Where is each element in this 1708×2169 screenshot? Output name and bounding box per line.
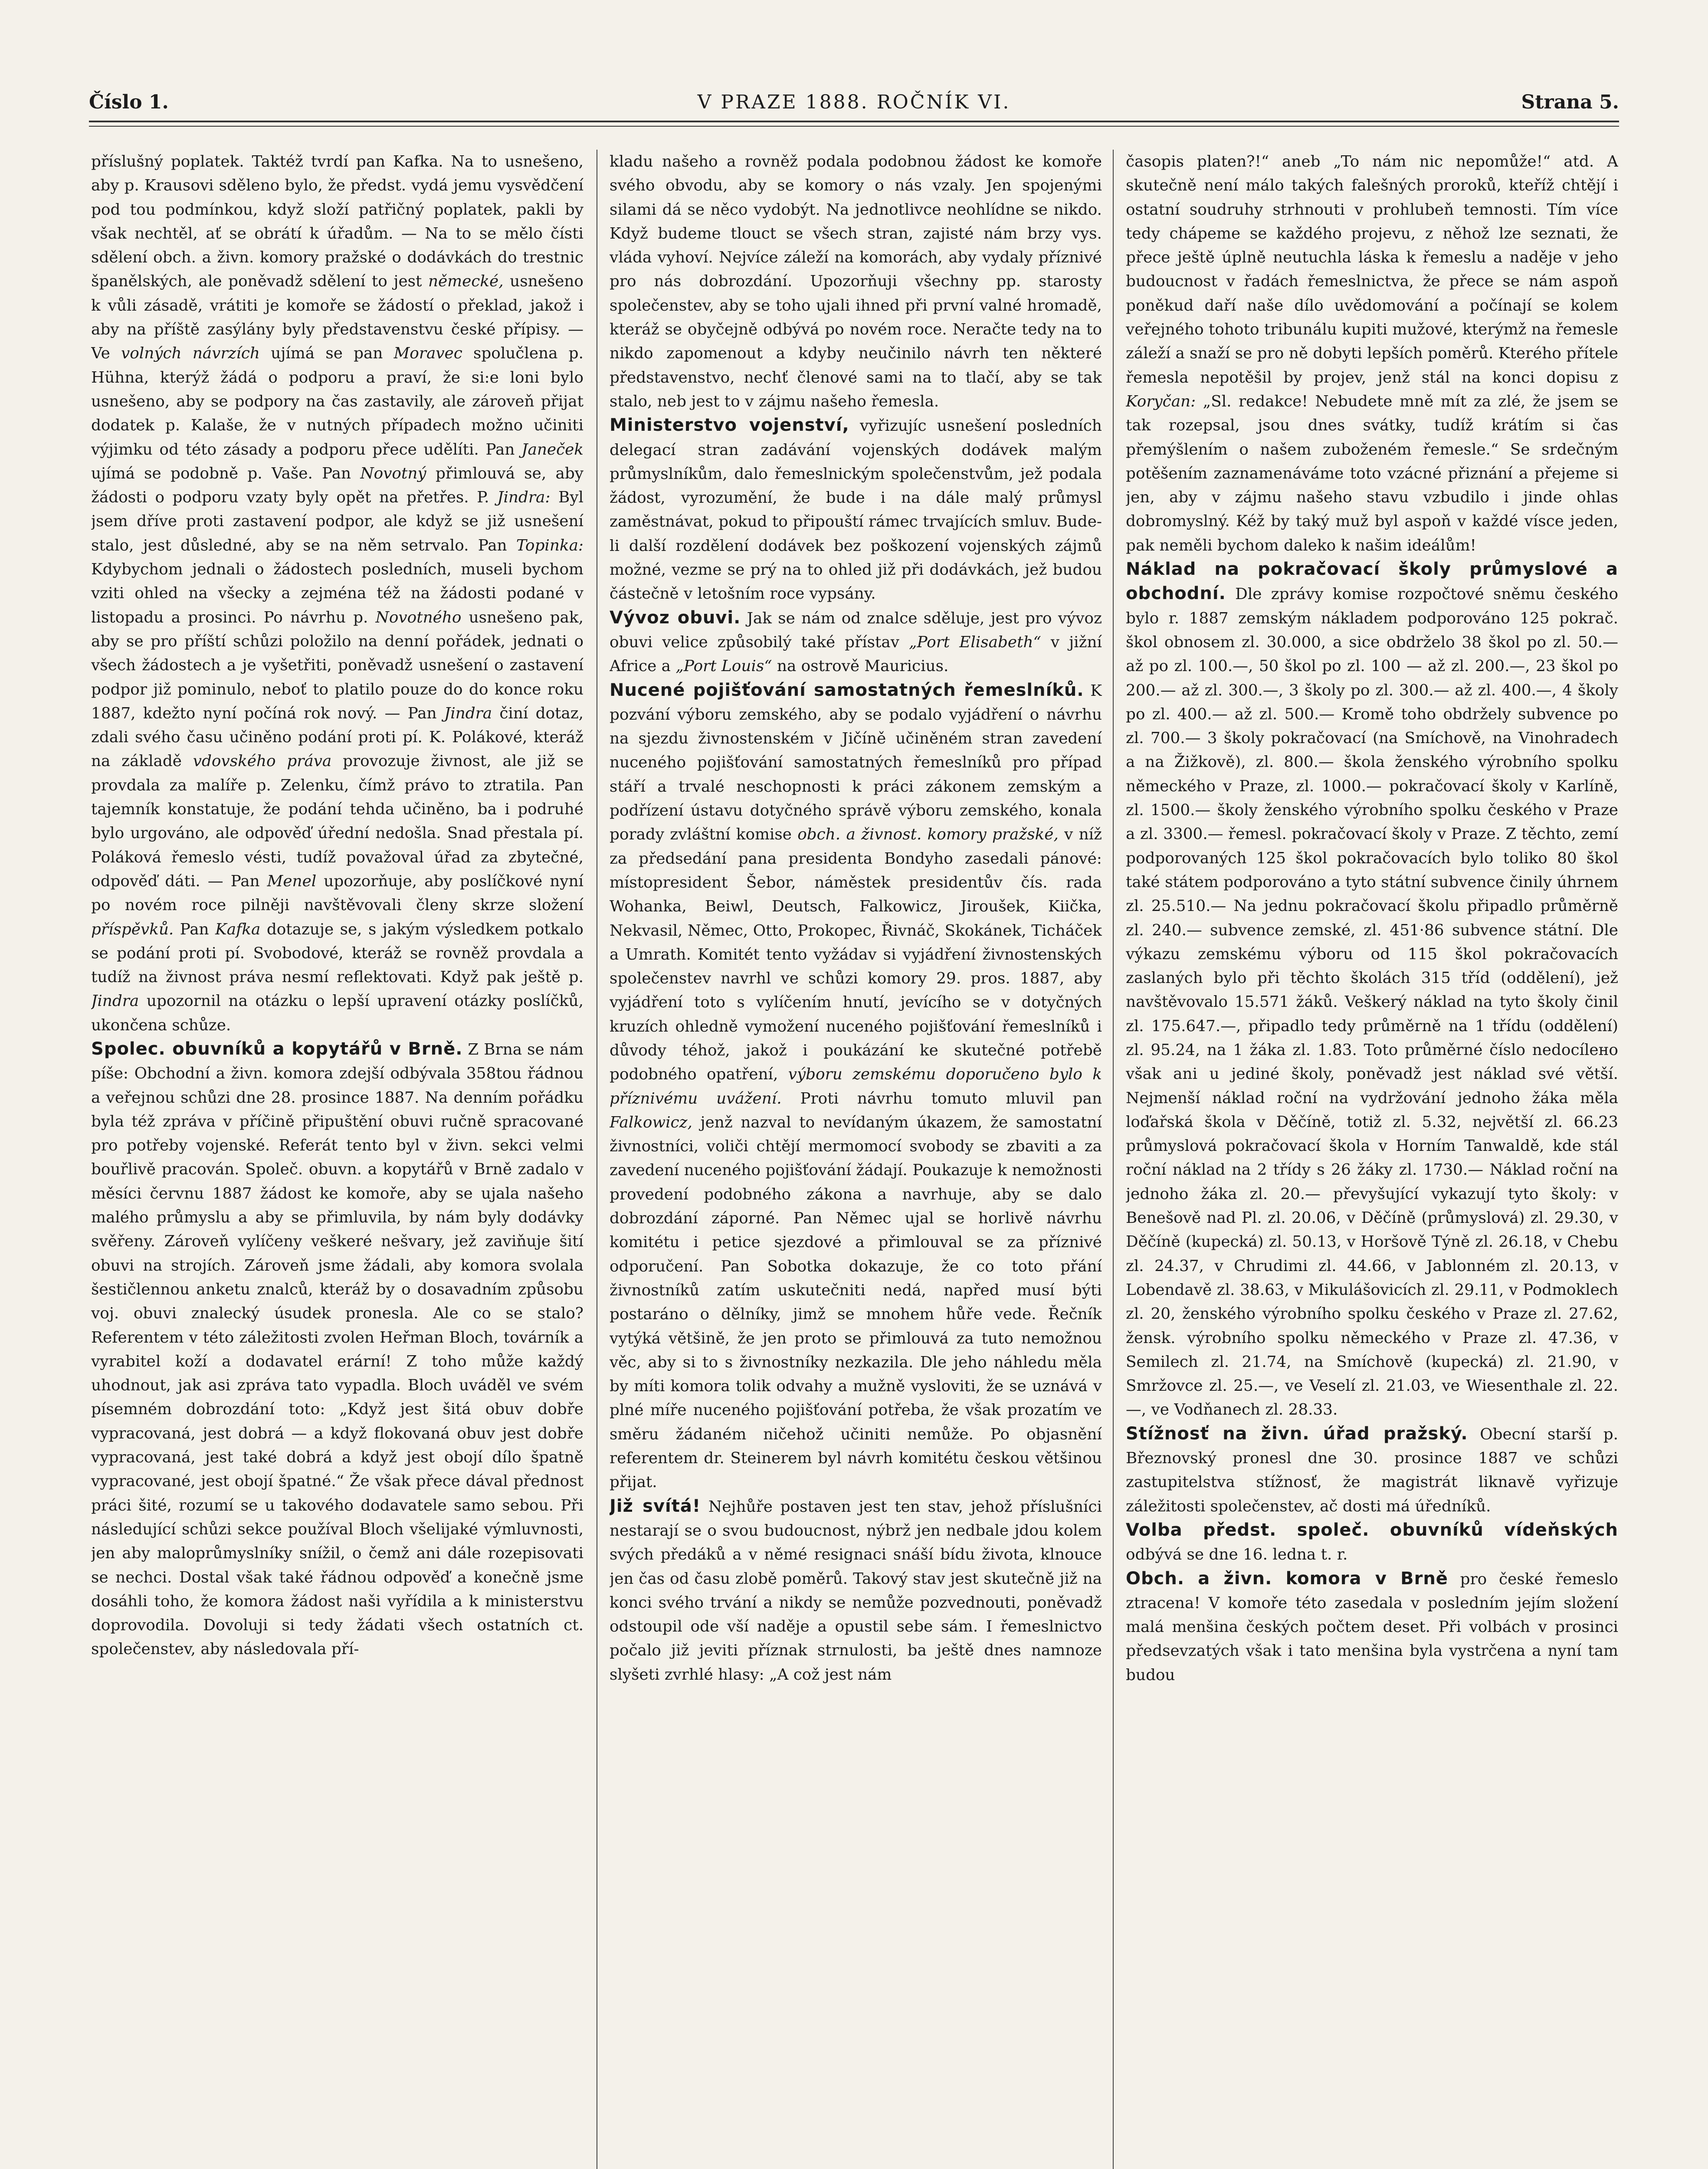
article-heading: Nucené pojišťování samostatných řemeslníků. (610, 680, 1084, 700)
article-heading: Vývoz obuvi. (610, 607, 741, 628)
article-heading: Volba předst. společ. obuvníků vídeňských (1126, 1520, 1618, 1540)
article-paragraph: Stížnosť na živn. úřad pražský. Obecní starší p. Březnovský pronesl dne 30. prosince 1887 ve schůzi zastupitelstva stížnosť, že magistrát liknavě vyřizuje záležitosti společenstev, ač dosti má úředníků. (1126, 1423, 1618, 1515)
article-paragraph: kladu našeho a rovněž podala podobnou žádost ke komoře svého obvodu, aby se komory o nás vzaly. Jen spojenými silami dá se něco vydobýt. Na jednotlivce neohlídne se nikdo. Když budeme tlouct se všech stran, zajisté nám brzy vys. vláda vyhoví. Nejvíce záleží na komorách, aby vydaly příznivé pro nás dobrozdání. Upozorňuji všechny pp. starosty společenstev, aby se toho ujali ihned při první valné hromadě, kteráž se obyčejně odbývá po novém roce. Neračte tedy na to nikdo zapomenout a kdyby neučinilo návrh ten některé představenstvo, nechť členové sami na to tlačí, aby se tak stalo, neb jest to v zájmu našeho řemesla. (610, 153, 1102, 410)
article-paragraph: Nucené pojišťování samostatných řemeslníků. K pozvání výboru zemského, aby se podalo vyjádření o návrhu na sjezdu živnostenském v Jičíně učiněném stran zavedení nuceného pojišťování samostatných řemeslníků pro případ stáří a trvalé neschopnosti k práci zákonem zemským a podřízení ústavu dotyčného správě výboru zemského, konala porady zvláštní komise obch. a živnost. komory pražské, v níž za předsedání pana presidenta Bondyho zasedali pánové: místopresident Šebor, náměstek presidentův čís. rada Wohanka, Beiwl, Deutsch, Falkowicz, Jiroušek, Kiička, Nekvasil, Němec, Otto, Prokopec, Řivnáč, Skokánek, Ticháček a Umrath. Komitét tento vyžádav si vyjádření živnostenských společenstev navrhl ve schůzi komory 29. pros. 1887, aby vyjádření toto s vylíčením hnutí, jevícího se v dotyčných kruzích ohledně vymožení nuceného pojišťování řemeslníků i důvody téhož, jakož i poukázání ke skutečné potřebě podobného opatření, výboru zemskému doporučeno bylo k příznivému uvážení. Proti návrhu tomuto mluvil pan Falkowicz, jenž nazval to nevídaným úkazem, že samostatní živnostníci, voliči chtějí mermomocí svobody se zbaviti a za zavedení nuceného pojišťování žádají. Poukazuje k nemožnosti provedení podobného zákona a navrhuje, aby se dalo dobrozdání záporné. Pan Němec ujal se horlivě návrhu komitétu i petice sjezdové a přimlouval se za příznivé odporučení. Pan Sobotka dokazuje, že co toto přání živnostníků zatím uskutečniti nedá, napřed musí býti postaráno o dělníky, jimž se mnohem hůře vede. Řečník vytýká většině, že jen proto se přimlouvá za tuto nemožnou věc, aby si to s živnostníky nezkazila. Dle jeho náhledu měla by míti komora tolik odvahy a mužně vysloviti, že se uznává v plné míře nuceného pojišťování potřeba, že však prozatím ve směru žádaném ničehož učiniti nemůže. Po objasnění referentem dr. Steinerem byl návrh komitétu českou většinou přijat. (610, 680, 1102, 1491)
header-rule (89, 121, 1619, 122)
article-heading: Ministerstvo vojenství, (610, 415, 849, 436)
article-paragraph: Ministerstvo vojenství, vyřizujíc usnešení posledních delegací stran zadávání vojenských dodávek malým průmyslníkům, dalo řemeslnickým společenstvům, jež podala žádost, vyrozumění, že bude i na dále malý průmysl zaměstnávat, pokud to připouští rámec trvajících smluv. Bude-li další rozdělení dodávek bez poškození vojenských zájmů možné, vezme se prý na to ohled již při dodávkách, jež budou částečně v letošním roce vypsány. (610, 415, 1102, 603)
column-divider (1113, 150, 1114, 2169)
article-paragraph: Již svítá! Nejhůře postaven jest ten stav, jehož příslušníci nestarají se o svou budoucnost, nýbrž jen nedbale jdou kolem svých předáků a v němé resignaci snáší bídu života, klnouce jen čas od času zlobě poměrů. Takový stav jest skutečně již na konci svého trvání a nikdy se nemůže pozvednouti, poněvadž odstoupil ode vší naděje a opustil sebe sám. I řemeslnictvo počalo již jeviti příznak strnulosti, ba ještě dnes namnoze slyšeti zvrhlé hlasy: „A což jest nám (610, 1496, 1102, 1684)
article-paragraph: Spolec. obuvníků a kopytářů v Brně. Z Brna se nám píše: Obchodní a živn. komora zdejší odbývala 358tou řádnou a veřejnou schůzi dne 28. prosince 1887. Na denním pořádku byla též zpráva v příčině připuštění obuvi ručně spracované pro potřeby vojenské. Referát tento byl v živn. sekci velmi bouřlivě pracován. Společ. obuvn. a kopytářů v Brně zadalo v měsíci červnu 1887 žádost ke komoře, aby se ujala našeho malého průmyslu a aby se přimluvila, by nám byly dodávky svěřeny. Zároveň vylíčeny veškeré nešvary, jež zaviňuje šití obuvi na strojích. Zároveň jsme žádali, aby komora svolala šestičlennou anketu znalců, kteráž by o dosavadním způsobu voj. obuvi znalecký úsudek pronesla. Ale co se stalo? Referentem v této záležitosti zvolen Heřman Bloch, továrník a vyrabitel koží a dodavatel erární! Z toho může každý uhodnout, jak asi zpráva tato vypadla. Bloch uváděl ve svém písemném dobrozdání toto: „Když jest šitá obuv dobře vypracovaná, jest dobrá — a když flokovaná obuv jest dobře vypracovaná, jest také dobrá a když jest obojí dílo špatně vypracované, jest obojí špatné.“ Že však přece dával přednost práci šité, rozumí se u takového dodavatele samo sebou. Při následující schůzi sekce používal Bloch všelijaké výmluvnosti, jen aby maloprůmyslníky snížil, o čemž ani dále rozepisovati se nechci. Dostal však také řádnou odpověď a konečně jsme dosáhli toho, že komora žádost naši vyřídila a k ministerstvu doprovodila. Dovoluji si tedy žádati všech ostatních ct. společenstev, aby následovala pří- (91, 1039, 584, 1658)
article-paragraph: časopis platen?!“ aneb „To nám nic nepomůže!“ atd. A skutečně není málo takých falešných proroků, kteříž chtějí i ostatní soudruhy strhnouti v prohlubeň temnosti. Tím více tedy chápeme se každého projevu, z něhož lze seznati, že přece ještě úplně neutuchla láska k řemeslu a naděje v jeho budoucnost v řadách řemeslnictva, že přece se nám aspoň poněkud daří naše dílo uvědomování a počínají se kolem veřejného tohoto tribunálu kupiti mužové, kterýmž na řemesle záleží a snaží se pro ně dobyti lepších poměrů. Kterého přítele řemesla nepotěšil by projev, jenž stál na konci dopisu z Koryčan: „Sl. redakce! Nebudete mně mít za zlé, že jsem se tak rozepsal, jsou dnes svátky, tudíž krátím si čas přemýšlením o našem zuboženém řemesle.“ Se srdečným potěšením zaznamenáváme toto vzácné přiznání a přejeme si jen, aby v zájmu našeho stavu vzbudilo i jinde ohlas dobromyslný. Kéž by taký muž byl aspoň v každé vísce jeden, pak neměli bychom daleko k našim ideálům! (1126, 153, 1618, 554)
article-paragraph: příslušný poplatek. Taktéž tvrdí pan Kafka. Na to usnešeno, aby p. Krausovi sděleno bylo, že předst. vydá jemu vysvědčení pod tou podmínkou, když složí patřičný poplatek, pakli by však nechtěl, ať se obrátí k úřadům. — Na to se mělo čísti sdělení obch. a živn. komory pražské o dodávkách do trestnic španělských, ale poněvadž sdělení to jest německé, usnešeno k vůli zásadě, vrátiti je komoře se žádostí o překlad, jakož i aby na příště zasýlány byly představenstvu české přípisy. — Ve volných návrzích ujímá se pan Moravec spolučlena p. Hühna, kterýž žádá o podporu a praví, že si:e loni bylo usnešeno, aby se podpory na čas zastavily, ale zároveň přijat dodatek p. Kalaše, že v nutných případech možno učiniti výjimku od této zásady a podporu přece udělíti. Pan Janeček ujímá se podobně p. Vaše. Pan Novotný přimlouvá se, aby žádosti o podporu vzaty byly opět na přetřes. P. Jindra: Byl jsem dříve proti zastavení podpor, ale když se již usnešení stalo, jest důsledné, aby se na něm setrvalo. Pan Topinka: Kdybychom jednali o žádostech posledních, museli bychom vziti ohled na všecky a zejména též na žádosti podané v listopadu a prosinci. Po návrhu p. Novotného usnešeno pak, aby se pro příští schůzi položilo na denní pořádek, jednati o všech žádostech a je vyšetřiti, poněvadž usnešení o zastavení podpor již pominulo, neboť to platilo pouze do do konce roku 1887, kdežto nyní počíná rok nový. — Pan Jindra činí dotaz, zdali svého času učiněno podání proti pí. K. Polákové, kteráž na základě vdovského práva provozuje živnost, ale již se provdala za malíře p. Zelenku, čímž právo to ztratila. Pan tajemník konstatuje, že podání tehda učiněno, ba i podruhé bylo urgováno, ale odpověď úřední nedošla. Snad přestala pí. Poláková řemeslo vésti, tudíž považoval úřad za zbytečné, odpověď dáti. — Pan Menel upozorňuje, aby poslíčkové nyní po novém roce pilněji navštěvovali členy skrze složení příspěvků. Pan Kafka dotazuje se, s jakým výsledkem potkalo se podání proti pí. Svobodové, kteráž se rovněž provdala a tudíž na živnost práva nesmí reflektovati. Když pak ještě p. Jindra upozornil na otázku o lepší upravení otázky poslíčků, ukončena schůze. (91, 153, 584, 1034)
article-paragraph: Volba předst. společ. obuvníků vídeňských odbývá se dne 16. ledna t. r. (1126, 1520, 1618, 1564)
article-heading: Stížnosť na živn. úřad pražský. (1126, 1423, 1468, 1444)
article-heading: Obch. a živn. komora v Brně (1126, 1568, 1448, 1589)
article-paragraph: Náklad na pokračovací školy průmyslové a obchodní. Dle zprávy komise rozpočtové sněmu českého bylo r. 1887 zemským nákladem podporováno 125 pokrač. škol obnosem zl. 30.000, a sice obdrželo 38 škol po zl. 50.— až po zl. 100.—, 50 škol po zl. 100 — až zl. 200.—, 23 škol po 200.— až zl. 300.—, 3 školy po zl. 300.— až zl. 400.—, 4 školy po zl. 400.— až zl. 500.— Kromě toho obdržely subvence po zl. 700.— 3 školy pokračovací (na Smíchově, na Vinohradech a na Žižkově), zl. 800.— škola ženského výrobního spolku německého v Praze, zl. 1000.— pokračovací školy v Karlíně, zl. 1500.— školy ženského výrobního spolku českého v Praze a zl. 3300.— řemesl. pokračovací školy v Praze. Z těchto, zemí podporovaných 125 škol pokračovacích bylo toliko 80 škol také státem podporováno a tyto státní subvence činily úhrnem zl. 25.510.— Na jednu pokračovací školu připadlo průměrně zl. 240.— subvence zemské, zl. 451·86 subvence státní. Dle výkazu zemskému výboru od 115 škol pokračovacích zaslaných bylo při těchto školách 315 tříd (oddělení), jež navštěvovalo 15.571 žáků. Veškerý náklad na tyto školy činil zl. 175.647.—, připadlo tedy průměrně na 1 třídu (oddělení) zl. 95.24, na 1 žáka zl. 1.83. Toto průměrné číslo nedocílено však ani u jediné školy, poněvadž jest náklad své větší. Nejmenší náklad roční na vydržování jednoho žáka měla loďařská škola v Děčíně, totiž zl. 5.32, největší zl. 66.23 průmyslová pokračovací škola v Horním Tanwaldě, kde stál roční náklad na 2 třídy s 26 žáky zl. 1730.— Náklad roční na jednoho žáka zl. 20.— převyšující vykazují tyto školy: v Benešově nad Pl. zl. 20.06, v Děčíně (průmyslová) zl. 29.30, v Děčíně (kupecká) zl. 50.13, v Horšově Týně zl. 26.18, v Chebu zl. 24.37, v Chrudimi zl. 44.66, v Jablonném zl. 20.13, v Lobendavě zl. 38.63, v Mikulášovicích zl. 29.11, v Podmoklech zl. 20, ženského výrobního spolku českého v Praze zl. 27.62, žensk. výrobního spolku německého v Praze zl. 47.36, v Semilech zl. 21.74, na Smíchově (kupecká) zl. 21.90, v Smržovce zl. 25.—, ve Veselí zl. 21.03, ve Wiesenthale zl. 22.—, ve Vodňanech zl. 28.33. (1126, 559, 1618, 1419)
article-heading: Náklad na pokračovací školy průmyslové a obchodní. (1126, 559, 1618, 604)
article-heading: Již svítá! (610, 1496, 701, 1516)
header-rule-thin (89, 126, 1619, 127)
article-paragraph: Obch. a živn. komora v Brně pro české řemeslo ztracena! V komoře této zasedala v posledním jejím složení malá menšina českých počtem deset. Při volbách v prosinci předsevzatých však i tato menšina byla vystrčena a nyní tam budou (1126, 1568, 1618, 1684)
masthead-title: V PRAZE 1888. ROČNÍK VI. (697, 91, 1011, 113)
column-1 (91, 150, 584, 2169)
issue-number: Číslo 1. (89, 91, 169, 113)
page-number: Strana 5. (1521, 91, 1619, 113)
article-heading: Spolec. obuvníků a kopytářů v Brně. (91, 1039, 463, 1059)
article-paragraph: Vývoz obuvi. Jak se nám od znalce sděluje, jest pro vývoz obuvi velice způsobilý také přístav „Port Elisabeth“ v jižní Africe a „Port Louis“ na ostrově Mauricius. (610, 607, 1102, 675)
column-3 (1126, 150, 1618, 2169)
column-2 (610, 150, 1102, 2169)
